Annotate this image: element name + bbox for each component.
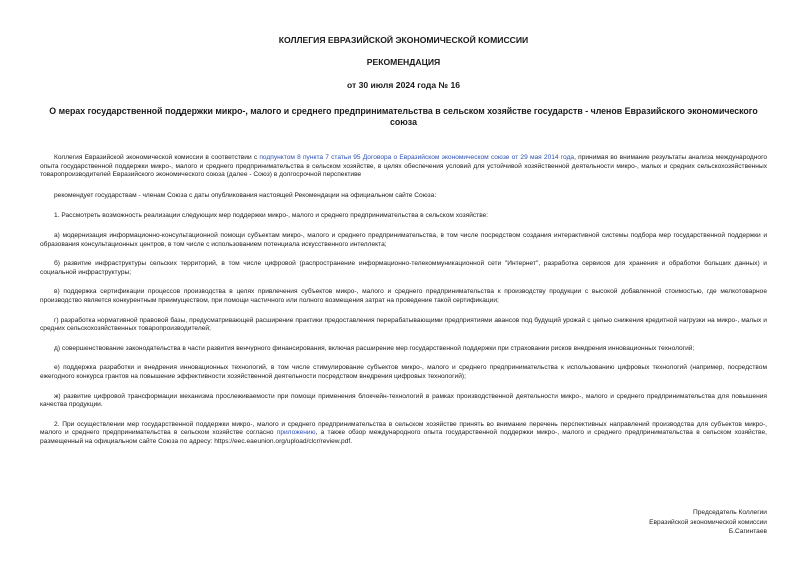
item-1-paragraph: 1. Рассмотреть возможность реализации следующих мер поддержки микро-, малого и среднего предпринимательства в сельском хозяйстве: [54, 212, 489, 220]
appendix-link[interactable]: приложению [276, 429, 316, 437]
document-date-number: от 30 июля 2024 года № 16 [346, 80, 461, 90]
organization-heading: КОЛЛЕГИЯ ЕВРАЗИЙСКОЙ ЭКОНОМИЧЕСКОЙ КОМИССИИ [278, 35, 529, 45]
document-body [40, 154, 767, 446]
subitem-e: е) поддержка разработки и внедрения инновационных технологий, в том числе стимулирование субъектов микро-, малого и среднего предпринимательства к использованию цифровых технологий (например, посредством ежегодного конкурса грантов на повышение эффективности хозяйственной деятельности посредством внедрения цифровых технологий); [40, 364, 767, 380]
signature-block [649, 508, 767, 537]
preamble-paragraph [40, 154, 767, 180]
subitem-g: г) разработка нормативной правовой базы, предусматривающей расширение практики предоставления перерабатывающими предприятиями авансов под будущий урожай с целью снижения кредитной нагрузки на микро-, малых и средних сельскохозяйственных товаропроизводителей; [40, 316, 767, 333]
treaty-link[interactable]: подпунктом 8 пункта 7 статьи 95 Договора о Евразийском экономическом союзе от 29 мая 2014 года [259, 154, 575, 161]
recommend-paragraph: рекомендует государствам - членам Союза с даты опубликования настоящей Рекомендации на официальном сайте Союза: [54, 191, 437, 199]
document-type-heading: РЕКОМЕНДАЦИЯ [366, 57, 441, 67]
subitem-v: в) поддержка сертификации процессов производства в целях привлечения субъектов микро-, малого и среднего предпринимательства к производству продукции с высокой добавленной стоимостью, где мелкотоварное производство является конкурентным преимуществом, при помощи частичного или полного возмещения затрат на проведение такой сертификации; [40, 288, 767, 304]
preamble-text-start: Коллегия Евразийской экономической комиссии в соответствии с [54, 154, 260, 161]
signatory-name: Б.Сагинтаев [728, 528, 767, 535]
item-2-text-start: 2. При осуществлении мер государственной поддержки микро-, малого и среднего предпринимательства в сельском хозяйстве принять во внимание перечень перспективных направлений производства для субъектов микро-, малого и среднего предпринимательства в сельском хозяйстве согласно [40, 420, 767, 437]
document-title: О мерах государственной поддержки микро-, малого и среднего предпринимательства в сельском хозяйстве государств - членов Евразийского экономического союза [49, 106, 758, 127]
subitem-zh: ж) развитие цифровой трансформации механизма прослеживаемости при помощи применения блокчейн-технологий в рамках производственной деятельности микро-, малого и среднего предпринимательства для повышения качества продукции. [40, 392, 767, 409]
item-2-text-end: , а также обзор международного опыта государственной поддержки микро-, малого и среднего предпринимательства в сельском хозяйстве, размещенный на официальном сайте Союза по адресу: https://eec.eaeunion.org/upload/clcr/review.pdf. [40, 429, 767, 445]
preamble-text-end: , принимая во внимание результаты анализа международного опыта государственной поддержки микро-, малого и среднего предпринимательства в сельском хозяйстве, в целях обеспечения условий для устойчивой хозяйственной деятельности микро-, малых и средних сельскохозяйственных товаропроизводителей Евразийского экономического союза (далее - Союз) в долгосрочной перспективе [40, 154, 767, 179]
signature-position-line-1: Председатель Коллегии [693, 509, 767, 516]
signature-position-line-2: Евразийской экономической комиссии [649, 518, 767, 526]
subitem-b: б) развитие инфраструктуры сельских территорий, в том числе цифровой (распространение информационно-телекоммуникационной сети "Интернет", разработка сервисов для хранения и обработки больших данных) и социальной инфраструктуры; [40, 260, 767, 276]
subitem-d: д) совершенствование законодательства в части развития венчурного финансирования, включая расширение мер государственной поддержки при страховании рисков внедрения инновационных технологий; [54, 344, 695, 352]
subitem-a: а) модернизация информационно-консультационной помощи субъектам микро-, малого и среднего предпринимательства, в том числе посредством создания интерактивной системы подбора мер государственной поддержки и образования консультационных центров, в том числе с использованием потенциала искусственного интеллекта; [40, 231, 767, 248]
item-2-paragraph [40, 421, 767, 447]
